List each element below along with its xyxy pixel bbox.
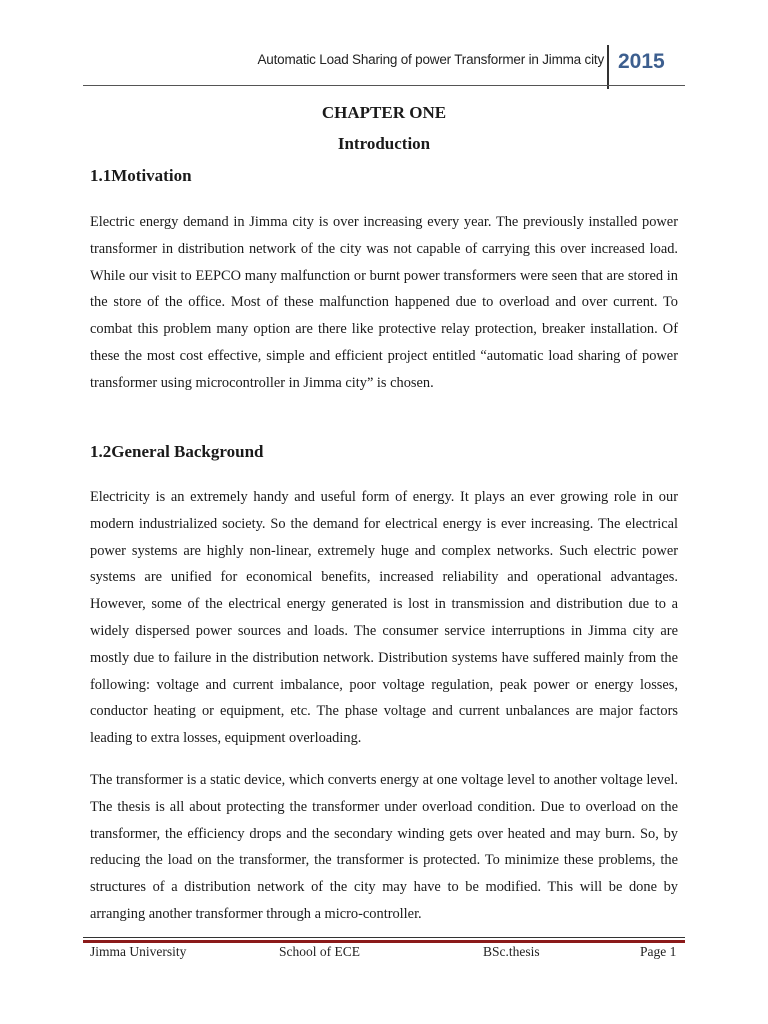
running-header-title: Automatic Load Sharing of power Transformer in Jimma city: [257, 52, 604, 67]
footer-rule-accent: [83, 940, 685, 943]
footer-university: Jimma University: [90, 944, 187, 959]
chapter-title: Introduction: [337, 134, 431, 153]
section-heading-general-background: 1.2General Background: [90, 442, 264, 461]
section-heading-motivation: 1.1Motivation: [90, 166, 192, 185]
footer-rule: [83, 937, 685, 938]
header-year: 2015: [618, 50, 665, 73]
header-divider: [607, 45, 609, 89]
paragraph-background-2: The transformer is a static device, which converts energy at one voltage level to another voltage level. The thesis is all about protecting the transformer under overload condition. Due to overload on the transformer, the efficiency drops and the secondary winding gets over heated and may burn. So, by reducing the load on the transformer, the transformer is protected. To minimize these problems, the structures of a distribution network of the city may have to be modified. This will be done by arranging another transformer through a micro-controller.: [90, 772, 678, 922]
footer-degree: BSc.thesis: [483, 944, 540, 959]
paragraph-background-1: Electricity is an extremely handy and useful form of energy. It plays an ever growing role in our modern industrialized society. So the demand for electrical energy is ever increasing. The electrical power systems are highly non-linear, extremely huge and complex networks. Such electric power systems are unified for economical benefits, increased reliability and operational advantages. However, some of the electrical energy generated is lost in transmission and distribution due to a widely dispersed power sources and loads. The consumer service interruptions in Jimma city are mostly due to failure in the distribution network. Distribution systems have suffered mainly from the following: voltage and current imbalance, poor voltage regulation, peak power or energy losses, conductor heating or equipment, etc. The phase voltage and current unbalances are major factors leading to extra losses, equipment overloading.: [90, 489, 678, 747]
paragraph-motivation: Electric energy demand in Jimma city is over increasing every year. The previously installed power transformer in distribution network of the city was not capable of carrying this over increased load. While our visit to EEPCO many malfunction or burnt power transformers were seen that are stored in the store of the office. Most of these malfunction happened due to overload and over current. To combat this problem many option are there like protective relay protection, breaker installation. Of these the most cost effective, simple and efficient project entitled “automatic load sharing of power transformer using microcontroller in Jimma city” is chosen.: [90, 214, 678, 391]
chapter-label: CHAPTER ONE: [321, 103, 447, 122]
footer-school: School of ECE: [279, 944, 360, 959]
footer-page-number: Page 1: [640, 944, 677, 959]
header-rule: [83, 85, 685, 86]
